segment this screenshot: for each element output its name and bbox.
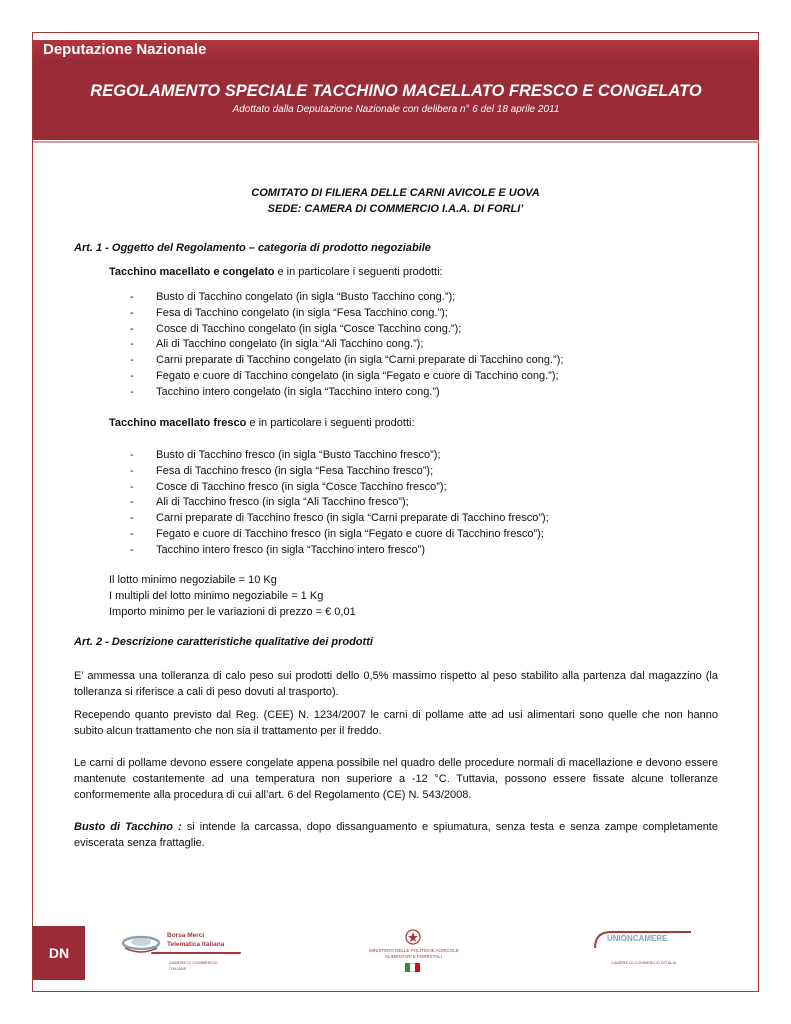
list-bullet: - [130,464,134,477]
header-top-strip [33,40,759,60]
document-subtitle: Adottato dalla Deputazione Nazionale con delibera n° 6 del 18 aprile 2011 [232,104,560,115]
congelato-label: Tacchino macellato e congelato [109,266,275,278]
list-item-text: Ali di Tacchino fresco (in sigla “Ali Tacchino fresco”); [156,496,409,509]
list-bullet: - [130,496,134,509]
congelato-list-item [130,322,563,338]
list-bullet: - [130,543,134,556]
list-bullet: - [130,449,134,461]
art2-paragraph-tolleranza: E’ ammessa una tolleranza di calo peso sui prodotti dello 0,5% massimo rispetto al peso stabilito alla partenza dal magazzino (la tolleranza si riferisce a cali di peso dovuti al trasporto). [74,670,718,698]
borsa-merci-swoosh [151,952,241,954]
congelato-list-item [130,337,563,353]
list-item-text: Carni preparate di Tacchino congelato (in sigla “Carni preparate di Tacchino cong.”); [156,354,564,367]
fresco-list-item [130,527,549,543]
borsa-merci-subtitle: Telematica Italiana [167,941,225,948]
unioncamere-title: UNIONCAMERE [607,934,668,943]
ministero-logo [363,926,463,980]
lotto-minimo: Il lotto minimo negoziabile = 10 Kg [109,574,277,586]
dn-badge: DN [33,926,85,980]
list-item-text: Fegato e cuore di Tacchino fresco (in sigla “Fegato e cuore di Tacchino fresco”); [156,527,544,540]
congelato-list-item [130,290,563,306]
list-bullet: - [130,512,134,525]
list-item-text: Carni preparate di Tacchino fresco (in sigla “Carni preparate di Tacchino fresco”); [156,512,549,525]
list-item-text: Cosce di Tacchino fresco (in sigla “Cosce Tacchino fresco”); [156,480,447,493]
busto-definition: si intende la carcassa, dopo dissanguamento e spiumatura, senza testa e senza zampe completamente eviscerata senza frattaglie. [74,821,718,849]
fresco-list-item [130,464,549,480]
list-bullet: - [130,322,134,335]
fresco-list-item [130,448,549,464]
art2-paragraph-congelamento: Le carni di pollame devono essere congelate appena possibile nel quadro delle procedure normali di macellazione e devono essere mantenute costantemente ad una temperatura non superiore a -12 °C. Tuttavia, possono essere fissate alcune tolleranze conformemente alla procedura di cui all’art. 6 del Regolamento (CE) N. 543/2008. [74,757,718,801]
list-bullet: - [130,354,134,367]
unioncamere-logo [591,926,711,980]
congelato-list-item [130,385,563,401]
header-banner [33,40,759,140]
list-bullet: - [130,527,134,540]
fresco-intro-text: e in particolare i seguenti prodotti: [246,417,415,429]
congelato-list-item [130,353,563,369]
italian-flag-icon [405,963,420,972]
brand-name: Deputazione Nazionale [43,41,207,58]
borsa-merci-title: Borsa Merci [167,932,205,939]
fresco-list-item [130,480,549,496]
committee-name: COMITATO DI FILIERA DELLE CARNI AVICOLE E UOVA [251,187,540,199]
unioncamere-small: CAMERE DI COMMERCIO D'ITALIA [611,960,677,965]
list-item-text: Fesa di Tacchino fresco (in sigla “Fesa Tacchino fresco”); [156,464,434,477]
importo-minimo: Importo minimo per le variazioni di prezzo = € 0,01 [109,606,356,618]
list-bullet: - [130,385,134,398]
committee-seat: SEDE: CAMERA DI COMMERCIO I.A.A. DI FORLI’ [267,203,524,215]
footer-bar [33,926,759,980]
congelato-product-list [130,290,563,401]
header-divider [33,141,759,143]
list-bullet: - [130,291,134,303]
ministero-line2: ALIMENTARI E FORESTALI [385,954,442,959]
ministero-line1: MINISTERO DELLE POLITICHE AGRICOLE [369,948,459,953]
list-item-text: Cosce di Tacchino congelato (in sigla “Cosce Tacchino cong.”); [156,322,462,335]
congelato-list-item [130,306,563,322]
lotto-multipli: I multipli del lotto minimo negoziabile = 1 Kg [109,590,324,602]
art1-heading: Art. 1 - Oggetto del Regolamento – categoria di prodotto negoziabile [74,242,431,254]
list-item-text: Ali di Tacchino congelato (in sigla “Ali Tacchino cong.”); [156,338,424,351]
list-bullet: - [130,369,134,382]
list-bullet: - [130,306,134,319]
fresco-product-list [130,448,549,559]
ministero-emblem-icon [405,928,421,946]
list-item-text: Tacchino intero fresco (in sigla “Tacchino intero fresco”) [156,543,426,556]
list-item-text: Busto di Tacchino congelato (in sigla “Busto Tacchino cong.”); [156,291,456,303]
congelato-list-item [130,369,563,385]
list-item-text: Busto di Tacchino fresco (in sigla “Busto Tacchino fresco”); [156,449,441,461]
borsa-merci-logo [121,926,251,980]
list-item-text: Fesa di Tacchino congelato (in sigla “Fesa Tacchino cong.”); [156,306,448,319]
fresco-intro [109,417,415,429]
busto-label: Busto di Tacchino : [74,821,182,833]
fresco-list-item [130,495,549,511]
list-item-text: Tacchino intero congelato (in sigla “Tacchino intero cong.”) [156,385,440,398]
borsa-merci-small1: CAMERE DI COMMERCIO [169,960,218,965]
art2-paragraph-regolamento: Recependo quanto previsto dal Reg. (CEE) N. 1234/2007 le carni di pollame atte ad usi alimentari sono quelle che non hanno subito alcun trattamento che non sia il trattamento per il freddo. [74,709,718,737]
congelato-intro [109,266,443,278]
list-bullet: - [130,338,134,351]
list-bullet: - [130,480,134,493]
fresco-list-item [130,511,549,527]
list-item-text: Fegato e cuore di Tacchino congelato (in sigla “Fegato e cuore di Tacchino cong.”); [156,369,559,382]
art2-heading: Art. 2 - Descrizione caratteristiche qualitative dei prodotti [74,636,373,648]
borsa-merci-small2: ITALIANE [169,966,187,971]
document-title: REGOLAMENTO SPECIALE TACCHINO MACELLATO FRESCO E CONGELATO [90,82,702,100]
congelato-intro-text: e in particolare i seguenti prodotti: [274,266,443,278]
fresco-list-item [130,543,549,559]
fresco-label: Tacchino macellato fresco [109,417,247,429]
art2-paragraph-busto [74,819,718,851]
